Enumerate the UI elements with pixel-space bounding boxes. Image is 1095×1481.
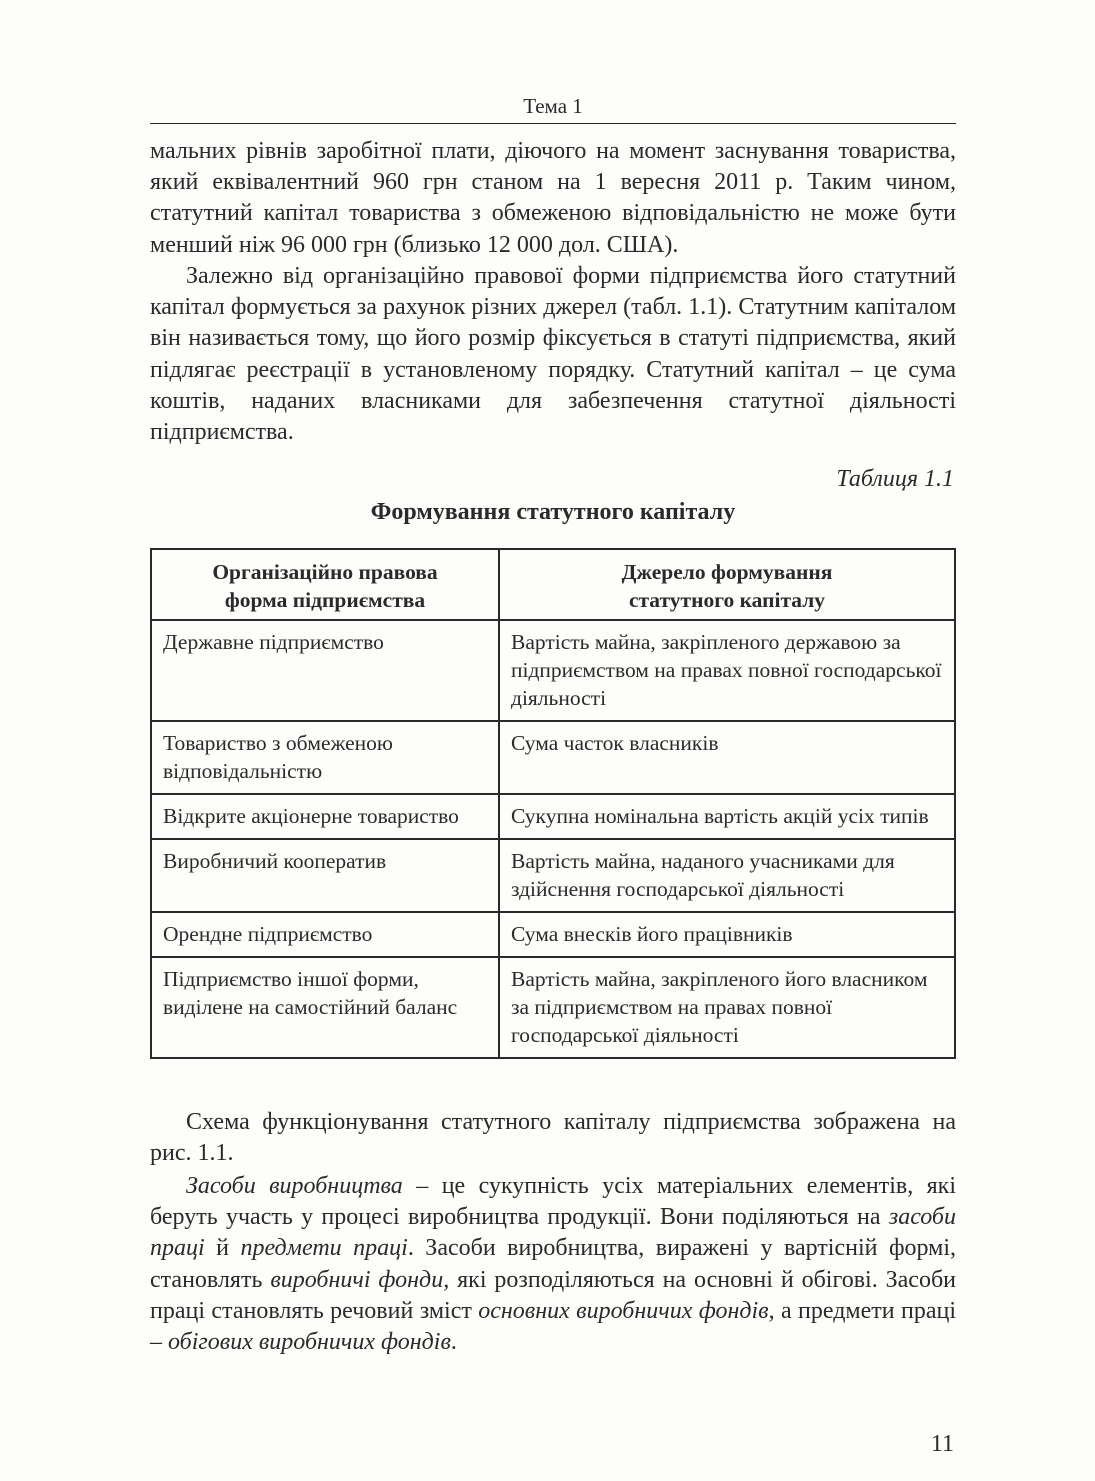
paragraph-3-text: Схема функціонування статутного капіталу підприємства зображена на рис. 1.1. bbox=[150, 1109, 956, 1167]
cell-form-text: Підприємство іншої форми, виділене на самостійний баланс bbox=[163, 967, 458, 1019]
term-objects-of-labor: предмети праці bbox=[240, 1235, 408, 1262]
cell-source-text: Сукупна номінальна вартість акцій усіх типів bbox=[511, 804, 929, 828]
header-cell-source bbox=[499, 549, 955, 620]
header-source-line-2: статутного капіталу bbox=[628, 588, 826, 612]
table-row bbox=[151, 620, 955, 721]
header-source-line-1: Джерело формування bbox=[621, 560, 833, 584]
cell-source bbox=[499, 620, 955, 721]
table-label: Таблиця 1.1 bbox=[836, 466, 954, 492]
p4-fragment: . Засоби виробництва, виражені у вартісній формі, становлять bbox=[150, 1235, 956, 1293]
p4-fragment: які розподіляються на основні й обігові. Засоби праці становлять речовий зміст bbox=[150, 1266, 957, 1324]
cell-form bbox=[151, 794, 499, 839]
cell-form bbox=[151, 620, 499, 721]
paragraph-1-text: мальних рівнів заробітної плати, діючого на момент заснування товариства, який еквівалентний 960 грн станом на 1 вересня 2011 р. Таким чином, статутний капітал товариства з обмеженою відповідальністю не може бути менший ніж 96 000 грн (близько 12 000 дол. США). bbox=[150, 138, 956, 258]
cell-form bbox=[151, 721, 499, 794]
cell-source bbox=[499, 721, 955, 794]
term-means-of-production: Засоби виробництва bbox=[186, 1173, 403, 1199]
cell-form-text: Товариство з обмеженою відповідальністю bbox=[163, 731, 393, 783]
header-form-line-1: Організаційно правова bbox=[212, 560, 438, 584]
cell-form bbox=[151, 912, 499, 957]
table-row bbox=[151, 721, 955, 794]
running-header: Тема 1 bbox=[523, 94, 583, 118]
p4-fragment: . bbox=[450, 1329, 457, 1356]
cell-form-text: Виробничий кооператив bbox=[163, 849, 387, 873]
header-cell-form bbox=[151, 549, 499, 620]
cell-form bbox=[151, 957, 499, 1058]
paragraph-4 bbox=[150, 1171, 956, 1358]
cell-source-text: Вартість майна, закріпленого його власником за підприємством на правах повної господарської діяльності bbox=[511, 967, 928, 1047]
cell-source bbox=[499, 957, 955, 1058]
header-form-line-2: форма підприємства bbox=[224, 588, 426, 612]
cell-form-text: Відкрите акціонерне товариство bbox=[163, 804, 459, 828]
cell-source-text: Вартість майна, наданого учасниками для здійснення господарської діяльності bbox=[511, 849, 895, 901]
paragraph-1 bbox=[150, 136, 956, 261]
term-production-funds: виробничі фонди, bbox=[270, 1266, 450, 1293]
cell-form bbox=[151, 839, 499, 912]
table-row bbox=[151, 912, 955, 957]
table-header-row bbox=[151, 549, 955, 620]
table-row bbox=[151, 957, 955, 1058]
p4-fragment: а предмети праці – bbox=[150, 1297, 956, 1356]
table-title: Формування статутного капіталу bbox=[370, 499, 736, 525]
cell-source bbox=[499, 839, 955, 912]
term-means-of-labor: засоби праці bbox=[150, 1204, 956, 1262]
p4-fragment: – це сукупність усіх матеріальних елементів, які беруть участь у процесі виробництва продукції. Вони поділяються на bbox=[150, 1173, 956, 1231]
cell-source-text: Сума часток власників bbox=[511, 731, 719, 755]
table-row bbox=[151, 839, 955, 912]
p4-fragment: й bbox=[204, 1235, 241, 1262]
header-divider bbox=[150, 123, 956, 124]
cell-source-text: Вартість майна, закріпленого державою за підприємством на правах повної господарської діяльності bbox=[511, 630, 942, 710]
term-fixed-production-funds: основних виробничих фондів, bbox=[478, 1297, 775, 1324]
cell-form-text: Державне підприємство bbox=[163, 630, 384, 654]
paragraph-2 bbox=[150, 261, 956, 448]
page-number: 11 bbox=[930, 1431, 954, 1457]
paragraph-4-text bbox=[150, 1171, 956, 1358]
cell-form-text: Орендне підприємство bbox=[163, 922, 373, 946]
cell-source bbox=[499, 912, 955, 957]
paragraph-2-text: Залежно від організаційно правової форми підприємства його статутний капітал формується за рахунок різних джерел (табл. 1.1). Статутним капіталом він називається тому, що його розмір фіксується в статуті підприємства, який підлягає реєстрації в установленому порядку. Статутний капітал – це сума коштів, наданих власниками для забезпечення статутної діяльності підприємства. bbox=[150, 263, 956, 446]
cell-source-text: Сума внесків його працівників bbox=[511, 922, 793, 946]
cell-source bbox=[499, 794, 955, 839]
term-working-production-funds: обігових виробничих фондів bbox=[168, 1329, 451, 1356]
paragraph-3 bbox=[150, 1107, 956, 1169]
table-row bbox=[151, 794, 955, 839]
capital-formation-table bbox=[150, 548, 956, 1059]
